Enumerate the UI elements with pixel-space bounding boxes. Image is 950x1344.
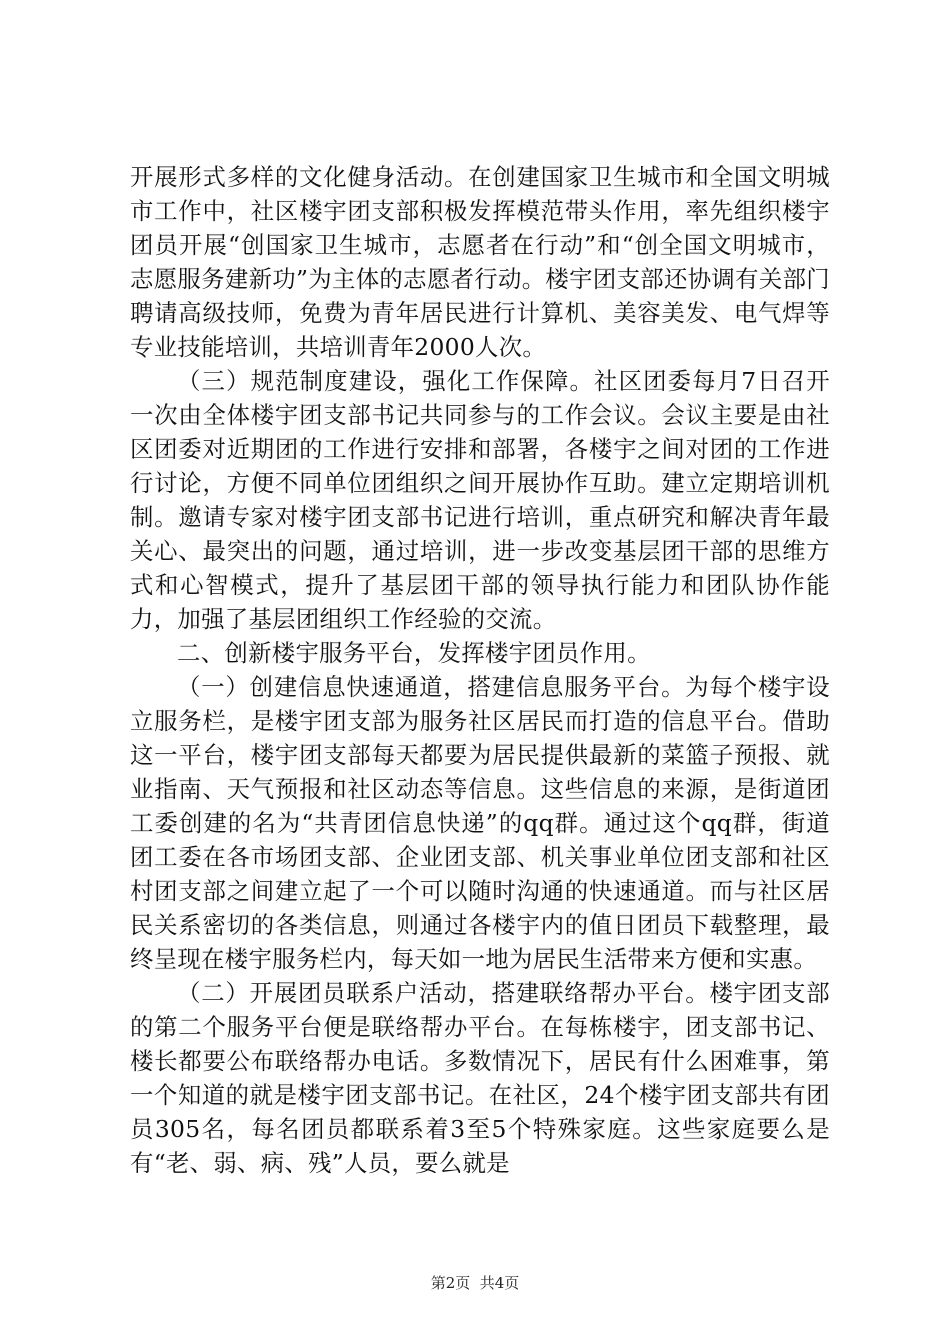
paragraph-liaison-platform: （二）开展团员联系户活动，搭建联络帮办平台。楼宇团支部的第二个服务平台便是联络帮办平台。在每栋楼宇，团支部书记、楼长都要公布联络帮办电话。多数情况下，居民有什么困难事，第一个知道的就是楼宇团支部书记。在社区，24个楼宇团支部共有团员305名，每名团员都联系着3至5个特殊家庭。这些家庭要么是有“老、弱、病、残”人员，要么就是 xyxy=(130,979,830,1177)
paragraph-info-channel: （一）创建信息快速通道，搭建信息服务平台。为每个楼宇设立服务栏，是楼宇团支部为服务社区居民而打造的信息平台。借助这一平台，楼宇团支部每天都要为居民提供最新的菜篮子预报、就业指南、天气预报和社区动态等信息。这些信息的来源，是街道团工委创建的名为“共青团信息快递”的qq群。通过这个qq群，街道团工委在各市场团支部、企业团支部、机关事业单位团支部和社区村团支部之间建立起了一个可以随时沟通的快速通道。而与社区居民关系密切的各类信息，则通过各楼宇内的值日团员下载整理，最终呈现在楼宇服务栏内，每天如一地为居民生活带来方便和实惠。 xyxy=(130,673,830,973)
paragraph-fitness-activities: 开展形式多样的文化健身活动。在创建国家卫生城市和全国文明城市工作中，社区楼宇团支部积极发挥模范带头作用，率先组织楼宇团员开展“创国家卫生城市，志愿者在行动”和“创全国文明城市，志愿服务建新功”为主体的志愿者行动。楼宇团支部还协调有关部门聘请高级技师，免费为青年居民进行计算机、美容美发、电气焊等专业技能培训，共培训青年2000人次。 xyxy=(130,163,830,361)
document-body xyxy=(130,160,830,1180)
page-footer-number: 第2页 共4页 xyxy=(430,1274,520,1292)
paragraph-system-building: （三）规范制度建设，强化工作保障。社区团委每月7日召开一次由全体楼宇团支部书记共同参与的工作会议。会议主要是由社区团委对近期团的工作进行安排和部署，各楼宇之间对团的工作进行讨论，方便不同单位团组织之间开展协作互助。建立定期培训机制。邀请专家对楼宇团支部书记进行培训，重点研究和解决青年最关心、最突出的问题，通过培训，进一步改变基层团干部的思维方式和心智模式，提升了基层团干部的领导执行能力和团队协作能力，加强了基层团组织工作经验的交流。 xyxy=(130,367,830,633)
section-heading-service-platform: 二、创新楼宇服务平台，发挥楼宇团员作用。 xyxy=(177,639,651,667)
